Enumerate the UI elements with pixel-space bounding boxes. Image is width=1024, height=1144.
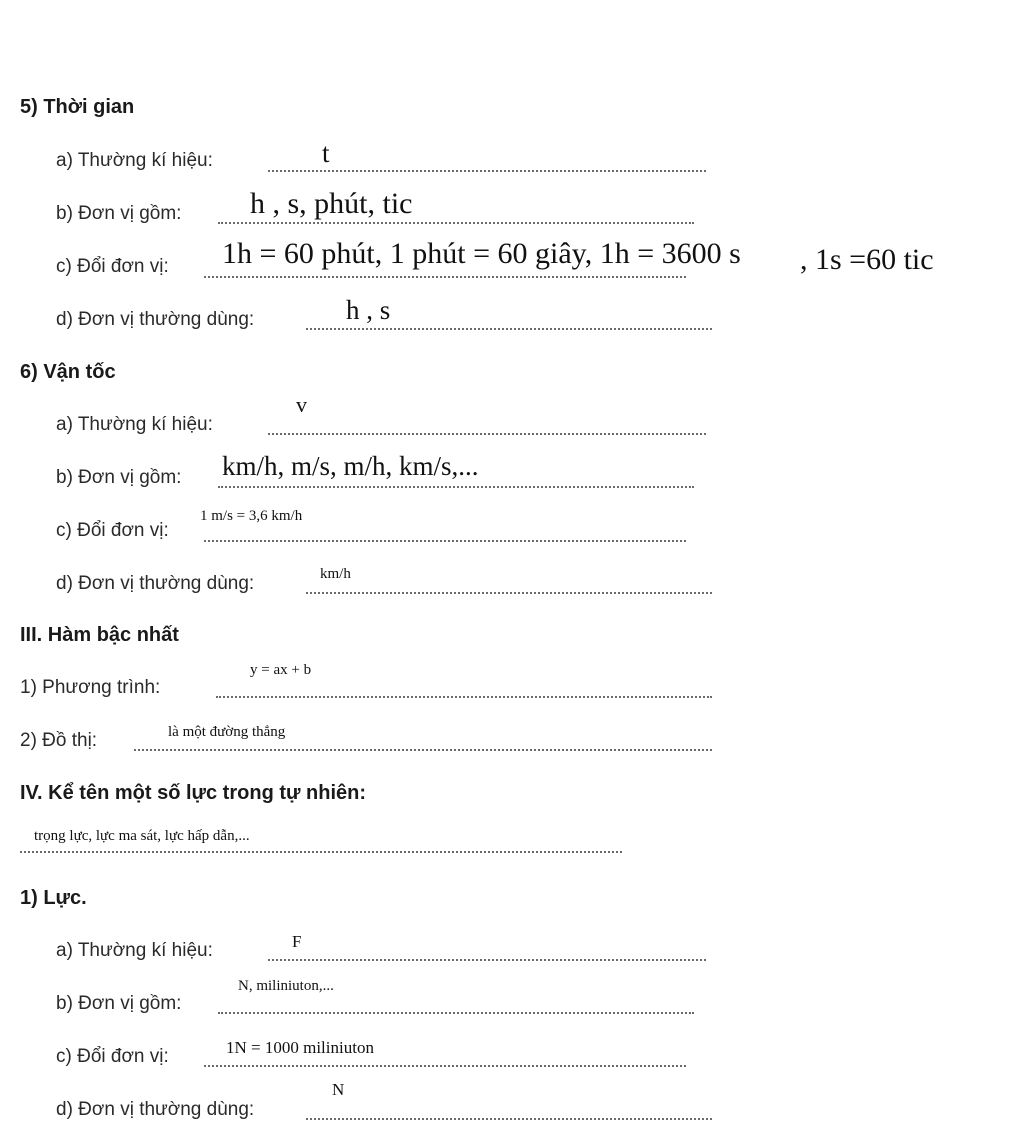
- time-units-line: [218, 222, 694, 224]
- section-linear-heading: III. Hàm bậc nhất: [20, 624, 179, 646]
- velocity-symbol-answer: v: [296, 392, 307, 417]
- section-time-heading: 5) Thời gian: [20, 96, 135, 118]
- section-velocity-heading: 6) Vận tốc: [20, 361, 116, 383]
- time-common-unit-label: d) Đơn vị thường dùng:: [56, 309, 255, 330]
- time-conversion-extra: , 1s =60 tic: [800, 243, 934, 276]
- force-symbol-answer: F: [292, 932, 302, 951]
- velocity-conversion-label: c) Đổi đơn vị:: [56, 520, 169, 541]
- velocity-conversion-answer: 1 m/s = 3,6 km/h: [200, 508, 303, 524]
- velocity-common-unit-label: d) Đơn vị thường dùng:: [56, 573, 255, 594]
- time-symbol-line: [268, 170, 706, 172]
- force-common-unit-answer: N: [332, 1080, 345, 1099]
- force-common-unit-line: [306, 1118, 712, 1120]
- force-conversion-answer: 1N = 1000 miliniuton: [226, 1038, 374, 1057]
- time-conversion-line: [204, 276, 686, 278]
- force-conversion-line: [204, 1065, 686, 1067]
- linear-equation-answer: y = ax + b: [250, 662, 312, 678]
- velocity-units-label: b) Đơn vị gồm:: [56, 467, 182, 488]
- velocity-conversion-line: [204, 540, 686, 542]
- force-units-label: b) Đơn vị gồm:: [56, 993, 182, 1014]
- time-common-unit-answer: h , s: [346, 295, 391, 325]
- force-common-unit-label: d) Đơn vị thường dùng:: [56, 1099, 255, 1120]
- time-common-unit-line: [306, 328, 712, 330]
- force-symbol-line: [268, 959, 706, 961]
- linear-graph-label: 2) Đồ thị:: [20, 730, 98, 751]
- velocity-units-line: [218, 486, 694, 488]
- forces-answer: trọng lực, lực ma sát, lực hấp dẫn,...: [34, 828, 250, 844]
- velocity-symbol-line: [268, 433, 706, 435]
- time-conversion-answer: 1h = 60 phút, 1 phút = 60 giây, 1h = 3600 s: [222, 237, 741, 270]
- section-forces-heading: IV. Kể tên một số lực trong tự nhiên:: [20, 782, 367, 804]
- velocity-common-unit-line: [306, 592, 712, 594]
- velocity-symbol-label: a) Thường kí hiệu:: [56, 414, 213, 435]
- velocity-common-unit-answer: km/h: [320, 566, 351, 582]
- force-units-line: [218, 1012, 694, 1014]
- force-conversion-label: c) Đổi đơn vị:: [56, 1046, 169, 1067]
- time-symbol-answer: t: [322, 138, 330, 168]
- linear-graph-answer: là một đường thẳng: [168, 724, 286, 740]
- time-units-label: b) Đơn vị gồm:: [56, 203, 182, 224]
- linear-graph-line: [134, 749, 712, 751]
- velocity-units-answer: km/h, m/s, m/h, km/s,...: [222, 451, 479, 481]
- forces-line: [20, 851, 622, 853]
- linear-equation-label: 1) Phương trình:: [20, 677, 161, 698]
- time-units-answer: h , s, phút, tic: [250, 187, 413, 220]
- time-conversion-label: c) Đổi đơn vị:: [56, 256, 169, 277]
- force-units-answer: N, miliniuton,...: [238, 978, 334, 994]
- force-symbol-label: a) Thường kí hiệu:: [56, 940, 213, 961]
- time-symbol-label: a) Thường kí hiệu:: [56, 150, 213, 171]
- section-force-heading: 1) Lực.: [20, 887, 87, 909]
- linear-equation-line: [216, 696, 712, 698]
